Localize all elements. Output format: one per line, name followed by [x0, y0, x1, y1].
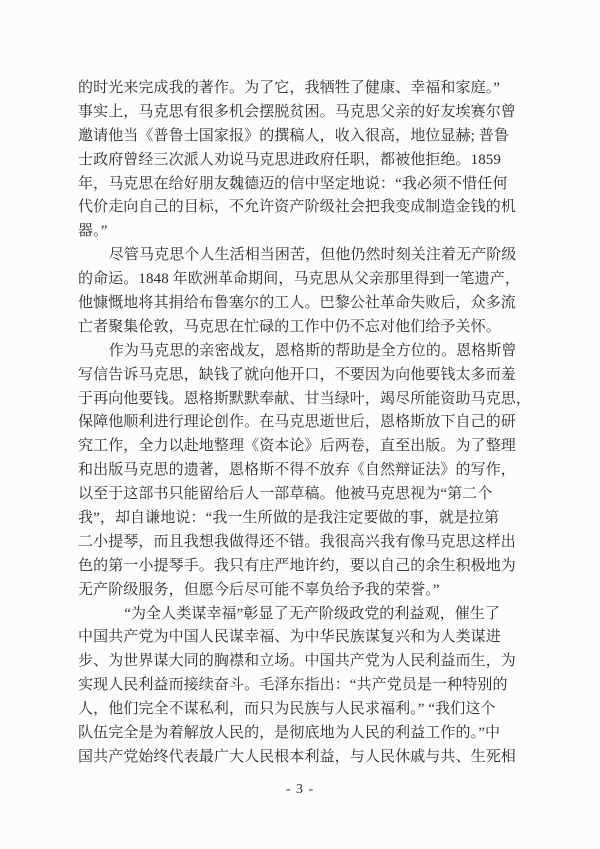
paragraph — [78, 77, 552, 244]
text-line: 作为马克思的亲密战友，恩格斯的帮助是全方位的。恩格斯曾 — [108, 342, 517, 359]
text-line: 士政府曾经三次派人劝说马克思进政府任职，都被他拒绝。1859 — [78, 151, 502, 168]
text-line: 以至于这部书只能留给后人一部草稿。他被马克思视为“第二个 — [78, 486, 493, 503]
text-line: 国共产党始终代表最广大人民根本利益，与人民休戚与共、生死相 — [78, 748, 516, 765]
paragraph — [78, 244, 552, 340]
text-line: 实现人民利益而接续奋斗。毛泽东指出：“共产党员是一种特别的 — [78, 677, 508, 694]
text-line: 保障他顺利进行理论创作。在马克思逝世后，恩格斯放下自己的研 — [78, 414, 516, 431]
text-line: 步、为世界谋大同的胸襟和立场。中国共产党为人民利益而生，为 — [78, 653, 516, 670]
text-line: 的时光来完成我的著作。为了它，我牺牲了健康、幸福和家庭。” — [78, 80, 501, 96]
text-line: 二小提琴，而且我想我做得还不错。我很高兴我有像马克思这样出 — [78, 533, 516, 550]
text-line: 邀请他当《普鲁士国家报》的撰稿人，收入很高，地位显赫; 普鲁 — [78, 127, 509, 144]
paragraph — [78, 603, 552, 770]
text-line: 事实上，马克思有很多机会摆脱贫困。马克思父亲的好友埃赛尔曾 — [78, 103, 516, 120]
text-line: 中国共产党为中国人民谋幸福、为中华民族谋复兴和为人类谋进 — [78, 629, 501, 646]
text-line: 他慷慨地将其捐给布鲁塞尔的工人。巴黎公社革命失败后，众多流 — [78, 295, 516, 312]
text-line: 我”，却自谦地说：“我一生所做的是我注定要做的事，就是拉第 — [78, 510, 500, 527]
text-line: 代价走向自己的目标，不允许资产阶级社会把我变成制造金钱的机 — [78, 199, 516, 216]
text-line: 人，他们完全不谋私利，而只为民族与人民求福利。” “我们这个 — [78, 701, 496, 718]
text-line: “为全人类谋幸福”彰显了无产阶级政党的利益观，催生了 — [124, 605, 501, 622]
document-body — [78, 77, 552, 770]
text-line: 色的第一小提琴手。我只有庄严地许约，要以自己的余生积极地为 — [78, 557, 516, 574]
text-line: 于再向他要钱。恩格斯默默奉献、甘当绿叶，竭尽所能资助马克思， — [78, 390, 532, 407]
text-line: 写信告诉马克思，缺钱了就向他开口，不要因为向他要钱太多而羞 — [78, 366, 516, 383]
text-line: 的命运。1848 年欧洲革命期间，马克思从父亲那里得到一笔遗产， — [78, 271, 520, 288]
text-line: 无产阶级服务，但愿今后尽可能不辜负给予我的荣誉。” — [78, 581, 440, 598]
text-line: 和出版马克思的遗著，恩格斯不得不放弃《自然辩证法》的写作， — [78, 462, 516, 479]
paragraph — [78, 340, 552, 603]
text-line: 年，马克思在给好朋友魏德迈的信中坚定地说：“我必须不惜任何 — [78, 175, 508, 192]
text-line: 亡者聚集伦敦，马克思在忙碌的工作中仍不忘对他们给予关怀。 — [78, 318, 501, 335]
text-line: 尽管马克思个人生活相当困苦，但他仍然时刻关注着无产阶级 — [108, 247, 517, 264]
page-number: - 3 - — [285, 782, 315, 797]
text-line: 究工作，全力以赴地整理《资本论》后两卷，直至出版。为了整理 — [78, 438, 516, 455]
text-line: 器。” — [78, 223, 108, 240]
text-line: 队伍完全是为着解放人民的，是彻底地为人民的利益工作的。”中 — [78, 725, 501, 742]
